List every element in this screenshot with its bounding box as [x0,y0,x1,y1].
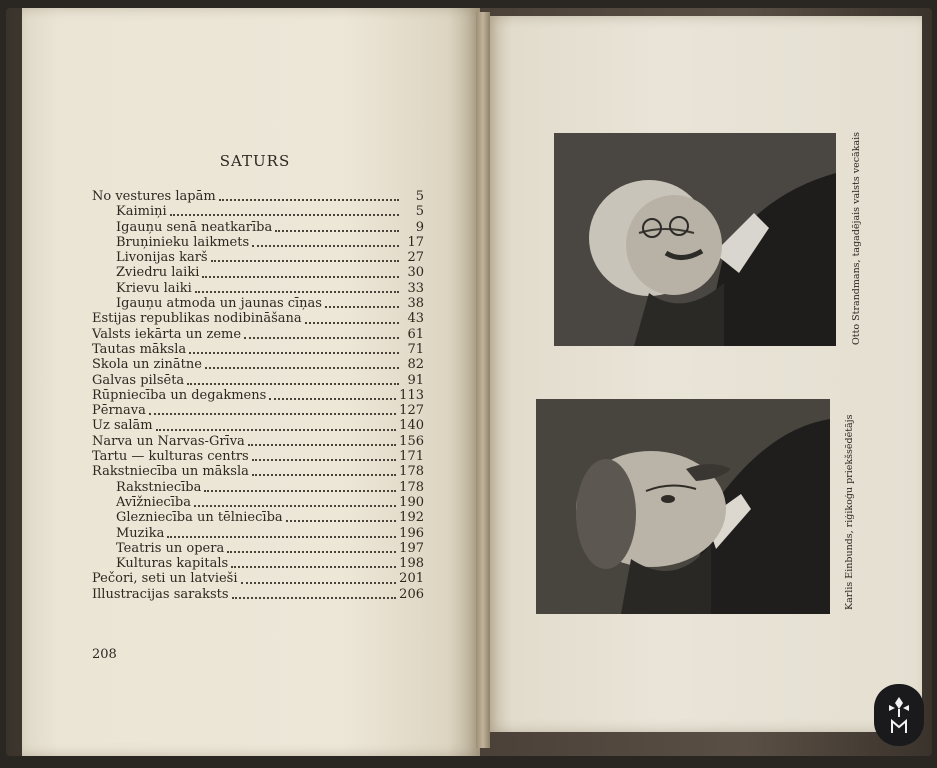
toc-entry-page: 190 [399,494,424,510]
toc-entry [92,342,424,357]
toc-entry-label: Tartu — kulturas centrs [92,449,249,465]
toc-entry-page: 197 [399,540,424,556]
toc-entry-label: Kulturas kapitals [116,556,229,572]
toc-entry-label: Rūpniecība un degakmens [92,387,267,403]
toc-entry [92,388,424,403]
toc-leader-dots [227,550,396,553]
toc-entry-label: Igauņu senā neatkarība [116,219,273,235]
toc-entry [92,281,424,296]
page-number: 208 [92,647,117,662]
toc-entry-label: Muzika [116,525,165,541]
toc-leader-dots [194,504,396,507]
toc-entry [92,327,424,342]
toc-leader-dots [149,412,396,415]
toc-leader-dots [156,428,397,431]
toc-entry [92,526,424,541]
toc-entry-page: 140 [399,418,424,434]
toc-entry-label: Valsts iekārta un zeme [92,326,242,342]
portrait-photo-icon [536,399,830,614]
toc-entry [92,556,424,571]
toc-leader-dots [252,473,396,476]
toc-entry-label: Bruņinieku laikmets [116,234,250,250]
toc-entry-label: Avīžniecība [116,494,191,510]
toc-entry [92,235,424,250]
book-spine-gutter [476,12,490,748]
toc-leader-dots [195,290,399,293]
toc-entry-label: Pečori, seti un latvieši [92,571,238,587]
toc-entry [92,541,424,556]
toc-leader-dots [232,596,397,599]
toc-leader-dots [241,581,397,584]
toc-entry [92,464,424,479]
toc-entry-page: 201 [399,571,424,587]
toc-entry [92,373,424,388]
toc-entry [92,418,424,433]
toc-entry-page: 171 [399,449,424,465]
toc-leader-dots [252,458,396,461]
toc-entry [92,311,424,326]
toc-entry-page: 33 [407,280,424,296]
toc-entry-label: Krievu laiki [116,280,192,296]
toc-entry-page: 196 [399,525,424,541]
toc-entry-label: Rakstniecība [116,479,202,495]
toc-entry [92,189,424,204]
toc-entry [92,296,424,311]
toc-leader-dots [202,275,399,278]
toc-entry [92,510,424,525]
toc-entry-page: 127 [399,403,424,419]
toc-entry [92,265,424,280]
toc-entry-label: Igauņu atmoda un jaunas cīņas [116,296,322,312]
toc-leader-dots [219,198,399,201]
toc-entry [92,480,424,495]
photo-caption-bottom: Karlis Einbunds, riģikoģu priekšsēdētājs [844,414,855,610]
toc-entry-page: 192 [399,510,424,526]
toc-entry [92,357,424,372]
toc-entry-label: Teatris un opera [116,540,225,556]
toc-leader-dots [167,535,396,538]
toc-title: SATURS [219,152,291,170]
portrait-photo-icon [554,133,836,346]
portrait-photo-top [554,133,836,346]
toc-entry-page: 113 [399,387,424,403]
toc-entry-page: 27 [407,250,424,266]
toc-leader-dots [244,336,399,339]
toc-leader-dots [305,321,399,324]
toc-entry-label: Livonijas karš [116,250,208,266]
toc-leader-dots [231,565,396,568]
toc-entry-page: 178 [399,464,424,480]
toc-entry [92,403,424,418]
toc-entry-label: Illustracijas saraksts [92,586,229,602]
toc-entry-page: 91 [407,372,424,388]
toc-entry-page: 30 [407,265,424,281]
toc-entry [92,587,424,602]
toc-entry-page: 5 [415,189,424,204]
toc-entry [92,220,424,235]
toc-entry-label: Zviedru laiki [116,265,200,281]
toc-entry [92,434,424,449]
toc-entry-page: 178 [399,479,424,495]
toc-entry-page: 82 [407,357,424,373]
toc-leader-dots [170,213,399,216]
toc-entry [92,250,424,265]
table-of-contents [92,189,424,602]
toc-entry-page: 43 [407,311,424,327]
toc-entry-label: Glezniecība un tēlniecība [116,510,283,526]
toc-leader-dots [204,489,396,492]
toc-entry-page: 206 [399,586,424,602]
toc-entry-label: Tautas māksla [92,341,187,357]
toc-entry-page: 61 [407,326,424,342]
toc-entry-label: Estijas republikas nodibināšana [92,311,302,327]
toc-entry-page: 198 [399,556,424,572]
toc-entry-page: 5 [415,204,424,220]
toc-entry-page: 9 [415,219,424,235]
toc-leader-dots [275,229,399,232]
toc-entry [92,449,424,464]
toc-entry-label: Rakstniecība un māksla [92,464,249,480]
toc-leader-dots [325,305,399,308]
toc-entry [92,571,424,586]
toc-entry [92,204,424,219]
toc-entry-page: 17 [407,234,424,250]
toc-leader-dots [187,382,399,385]
toc-leader-dots [211,259,399,262]
logo-watermark [874,684,924,746]
toc-leader-dots [248,443,396,446]
toc-entry-page: 71 [407,341,424,357]
toc-leader-dots [286,519,397,522]
toc-leader-dots [269,397,396,400]
toc-entry-label: Pērnava [92,403,146,419]
toc-entry-label: No vestures lapām [92,189,216,204]
toc-entry-page: 156 [399,433,424,449]
toc-entry-label: Uz salām [92,418,153,434]
toc-leader-dots [252,244,399,247]
toc-entry-label: Skola un zinātne [92,357,202,373]
toc-entry-label: Narva un Narvas-Grīva [92,433,245,449]
toc-leader-dots [189,351,399,354]
logo-emblem-icon [884,693,914,737]
toc-entry-page: 38 [407,296,424,312]
toc-entry-label: Galvas pilsēta [92,372,185,388]
toc-entry [92,495,424,510]
toc-leader-dots [205,366,399,369]
portrait-photo-bottom [536,399,830,614]
right-page [486,16,922,732]
photo-caption-top: Otto Strandmans, tagadējais valsts vecākais [851,131,862,345]
toc-entry-label: Kaimiņi [116,204,167,220]
